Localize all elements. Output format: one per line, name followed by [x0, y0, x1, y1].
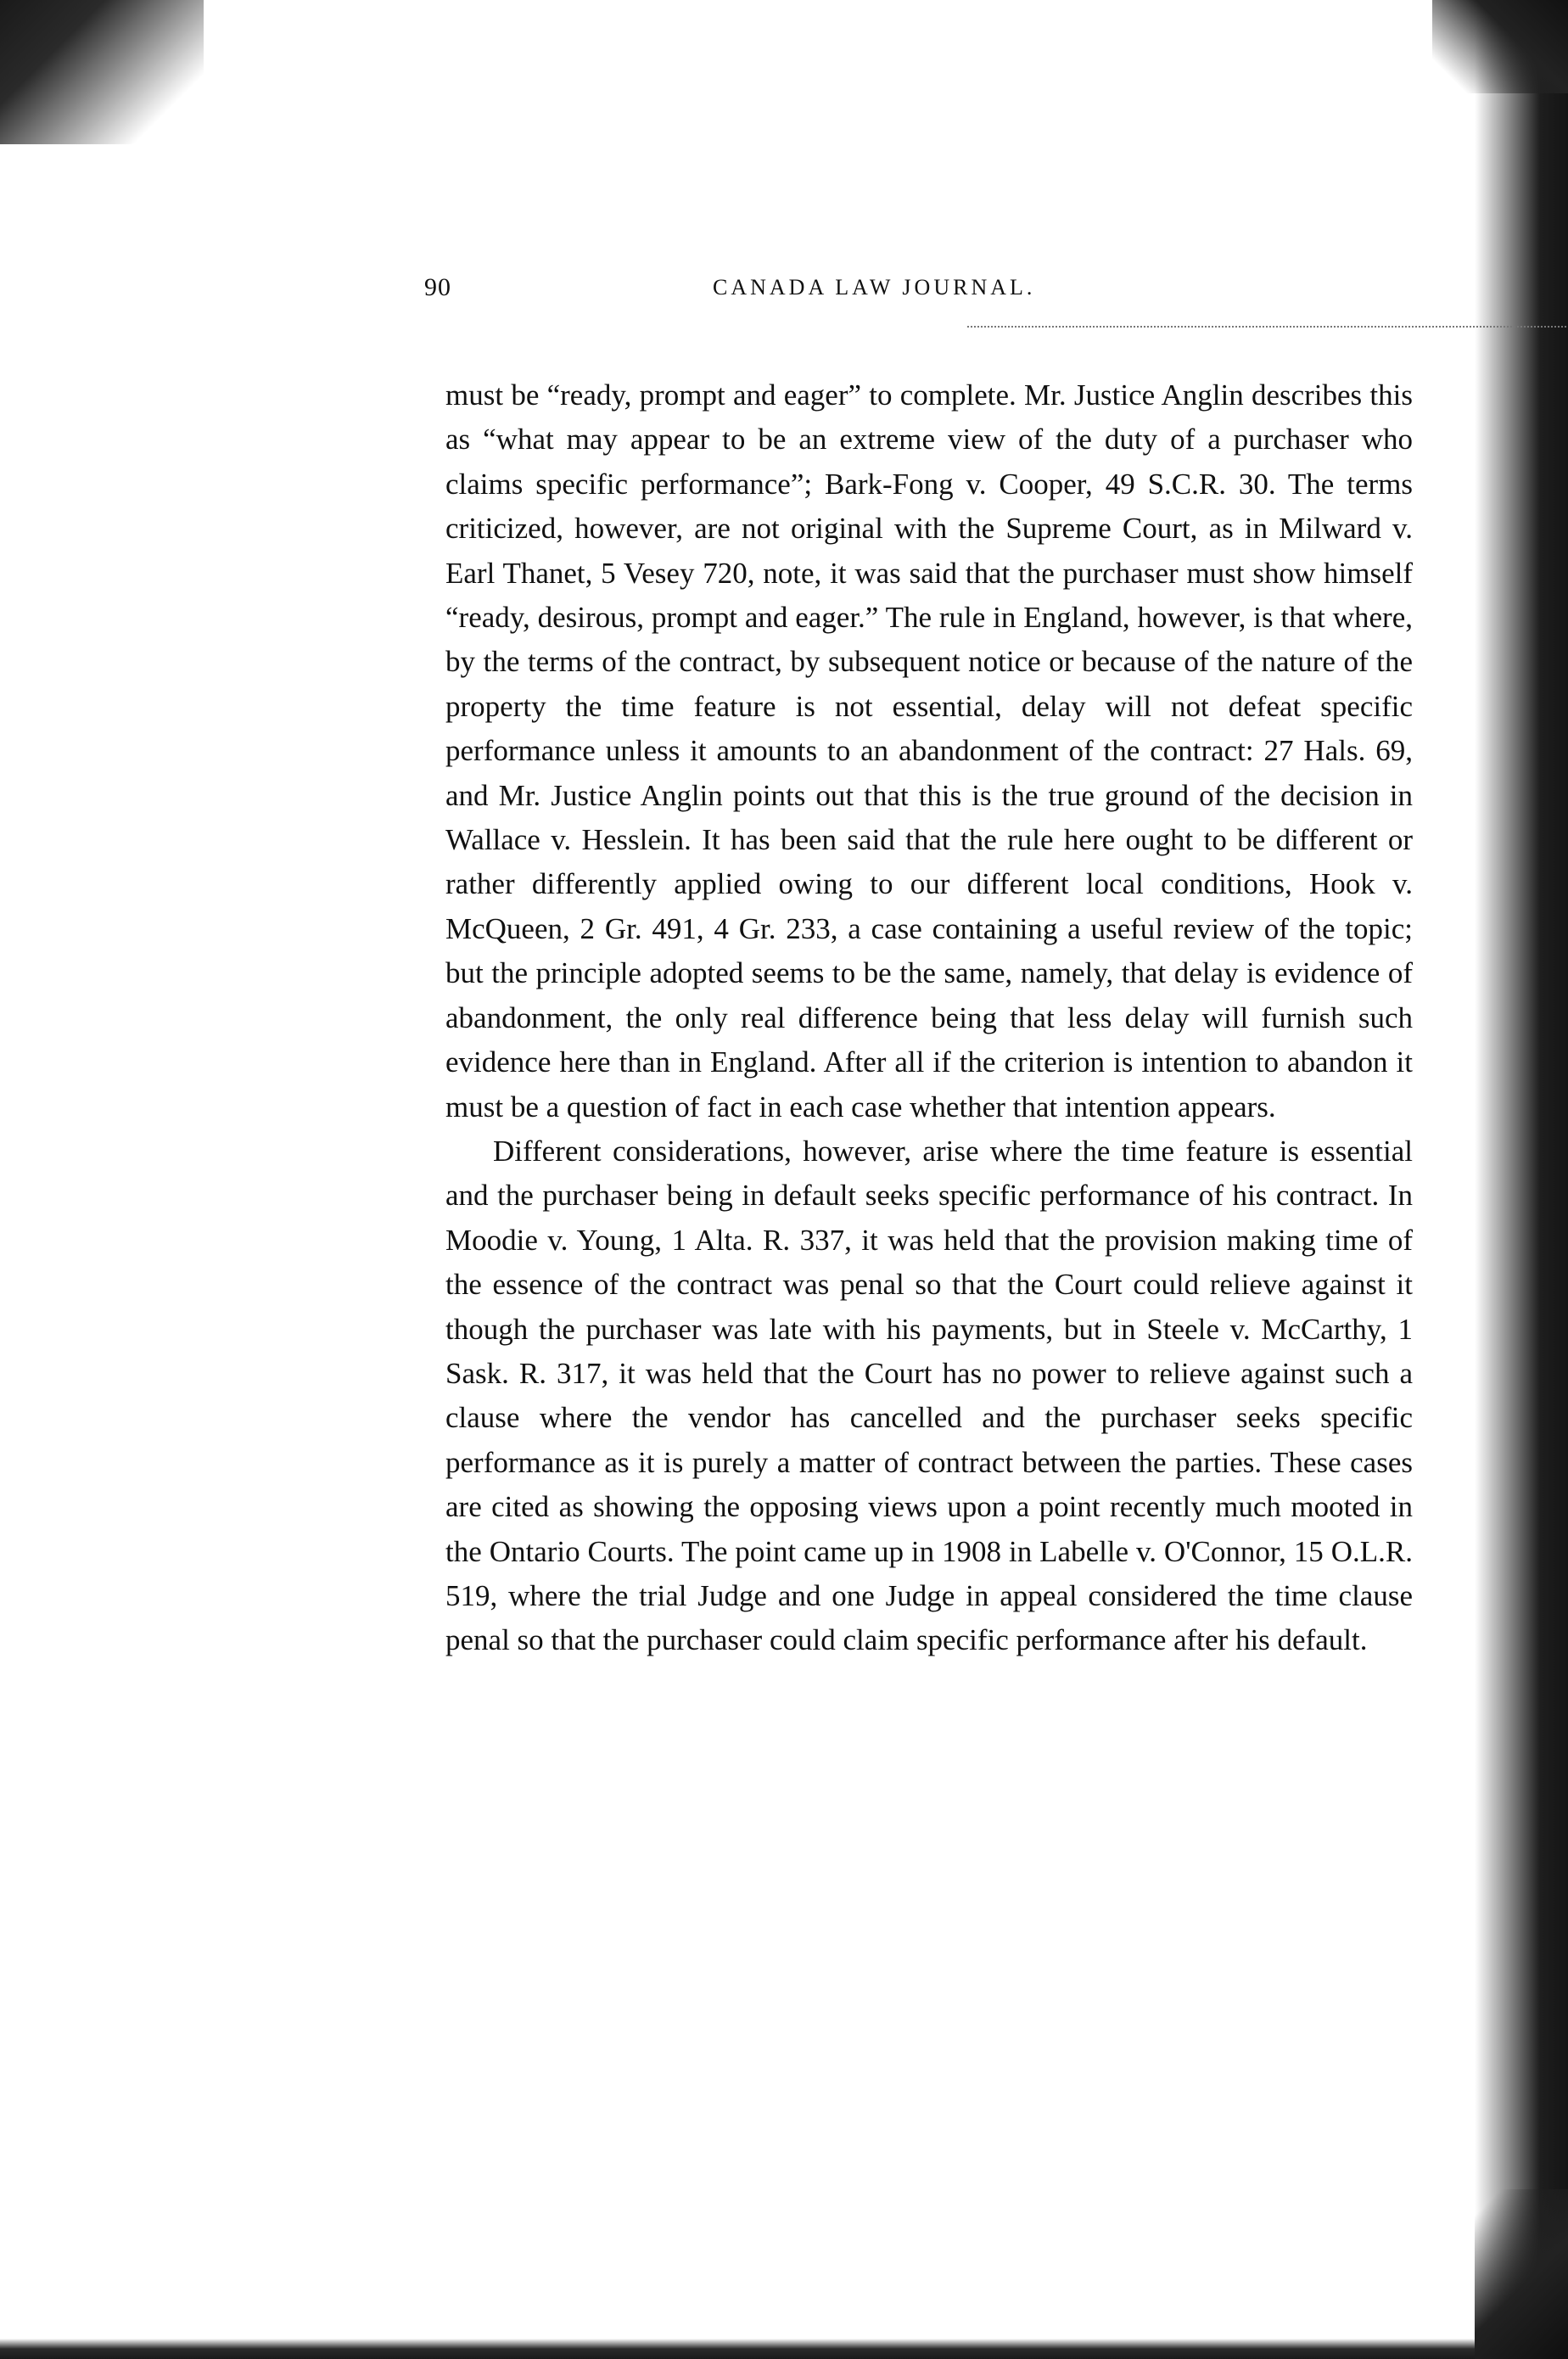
paragraph: Different considerations, however, arise where the time feature is essential and the purchaser being in default seeks specific performance of his contract. In Moodie v. Young, 1 Alta. R. 337, it was held that the provision making time of the essence of the contract was penal so that the Court could relieve against it though the purchaser was late with his payments, but in Steele v. McCarthy, 1 Sask. R. 317, it was held that the Court has no power to relieve against such a clause where the vendor has cancelled and the purchaser seeks specific performance as it is purely a matter of contract between the parties. These cases are cited as showing the opposing views upon a point recently much mooted in the Ontario Courts. The point came up in 1908 in Labelle v. O'Connor, 15 O.L.R. 519, where the trial Judge and one Judge in appeal considered the time clause penal so that the purchaser could claim specific performance after his default. — [445, 1134, 1413, 1657]
scan-edge-left — [0, 0, 204, 144]
scan-edge-right — [1475, 0, 1568, 2359]
body-text — [445, 373, 1413, 1663]
journal-title: CANADA LAW JOURNAL. — [713, 275, 1036, 300]
paragraph: must be “ready, prompt and eager” to complete. Mr. Justice Anglin describes this as “what may appear to be an extreme view of the duty of a purchaser who claims specific performance”; Bark-Fong v. Cooper, 49 S.C.R. 30. The terms criticized, however, are not original with the Supreme Court, as in Milward v. Earl Thanet, 5 Vesey 720, note, it was said that the purchaser must show himself “ready, desirous, prompt and eager.” The rule in England, however, is that where, by the terms of the contract, by subsequent notice or because of the nature of the property the time feature is not essential, delay will not defeat specific performance unless it amounts to an abandonment of the contract: 27 Hals. 69, and Mr. Justice Anglin points out that this is the true ground of the decision in Wallace v. Hesslein. It has been said that the rule here ought to be different or rather differently applied owing to our different local conditions, Hook v. McQueen, 2 Gr. 491, 4 Gr. 233, a case containing a useful review of the topic; but the principle adopted seems to be the same, namely, that delay is evidence of abandonment, the only real difference being that less delay will furnish such evidence here than in England. After all if the criterion is intention to abandon it must be a question of fact in each case whether that intention appears. — [445, 378, 1413, 1123]
scan-edge-bottom-right — [1475, 2189, 1568, 2359]
page-number: 90 — [424, 273, 451, 301]
running-head — [424, 273, 1417, 324]
scan-edge-right-top — [1432, 0, 1568, 93]
header-rule — [967, 326, 1568, 328]
scan-edge-bottom — [0, 2339, 1568, 2359]
